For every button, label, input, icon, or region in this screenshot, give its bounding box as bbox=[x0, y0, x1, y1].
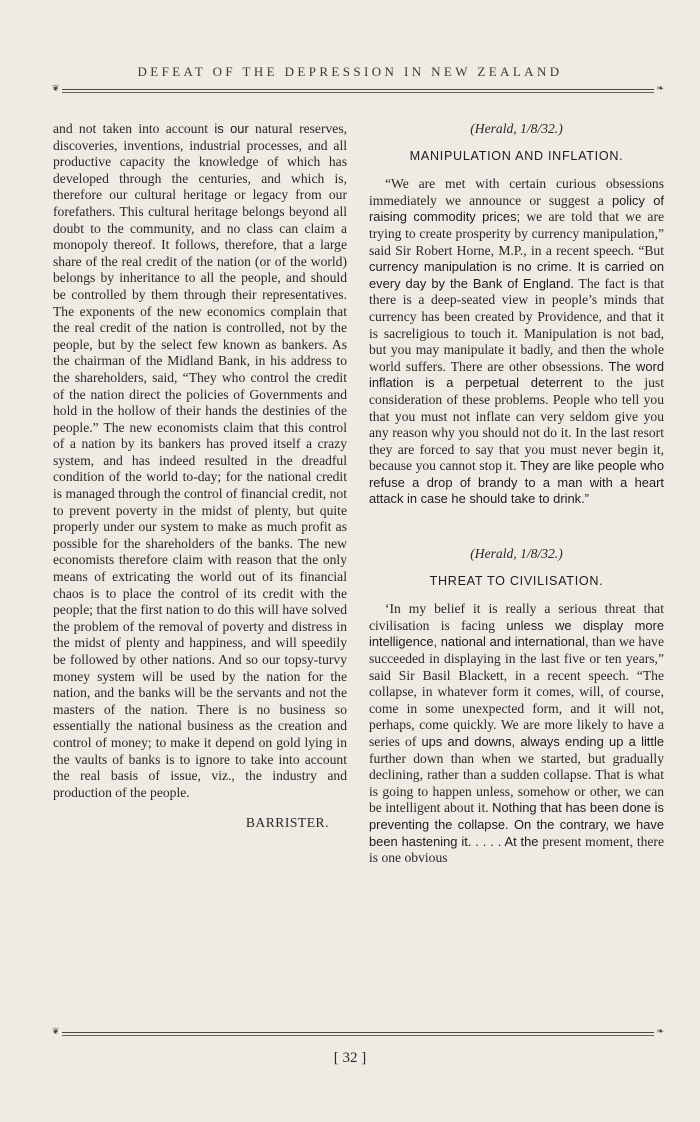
text-run: further down than when we started, but gradually declining, rather than a sudden collapse. That is what is going to happen unless, somehow or other, we can be intelligent about it. bbox=[369, 750, 664, 816]
text-run: “We are met with certain curious obsessions immediately we announce or suggest a bbox=[369, 176, 664, 208]
text-run: present moment, there is one obvious bbox=[369, 833, 664, 866]
bold-text-run: They are like people who refuse a drop of brandy to a man with a heart attack in case he should take to drink.” bbox=[369, 458, 664, 507]
running-head: DEFEAT OF THE DEPRESSION IN NEW ZEALAND bbox=[137, 64, 563, 79]
citation: (Herald, 1/8/32.) bbox=[470, 546, 563, 562]
citation: (Herald, 1/8/32.) bbox=[470, 121, 563, 136]
article-paragraph bbox=[369, 176, 664, 508]
text-run: we are told that we are trying to create prosperity by currency manipulation,” said Sir Robert Horne, M.P., in a recent speech. “But bbox=[369, 209, 664, 258]
text-run: to the just consideration of these problems. People who tell you that you must not inflate can very seldom give you any reason why you should not do it. In the last resort they are forced to say that you must never begin it, because you cannot stop it. bbox=[369, 375, 664, 474]
page-number: [ 32 ] bbox=[333, 1050, 367, 1066]
text-run: The fact is that there is a deep-seated view in people’s minds that currency has been created by Providence, and that it is sacreligious to touch it. Manipulation is not bad, but you may manipulate it badly, and then the whole world suffers. There are other obsessions. bbox=[369, 275, 664, 374]
left-paragraph bbox=[53, 121, 347, 801]
article-heading: THREAT TO CIVILISATION. bbox=[429, 573, 604, 588]
bold-text-run: policy of raising commodity prices; bbox=[369, 192, 664, 225]
right-column bbox=[369, 121, 664, 867]
bold-text-run: unless we display more intelligence, national and international, bbox=[369, 617, 664, 650]
text-run: than we have succeeded in displaying in the last five or ten years,” said Sir Basil Blackett, in a recent speech. “The collapse, in whatever form it comes, will, of course, come in some unexpected form, and it will not, perhaps, come quickly. We are more likely to have a series of bbox=[369, 634, 664, 749]
left-column bbox=[53, 121, 347, 832]
article-heading: MANIPULATION AND INFLATION. bbox=[409, 148, 624, 163]
rule-ornament-left-icon: ❦ bbox=[52, 84, 60, 94]
text-run: ‘In my belief it is really a serious threat that civilisation is facing bbox=[369, 601, 664, 633]
signature: BARRISTER. bbox=[245, 815, 329, 831]
rule-ornament-right-icon: ❧ bbox=[656, 84, 664, 94]
rule-ornament-right-icon: ❧ bbox=[656, 1027, 664, 1037]
text-run: and not taken into account bbox=[53, 121, 215, 136]
bold-text-run: The word inflation is a perpetual deterrent bbox=[369, 358, 664, 391]
bold-text-run: currency manipulation is no crime. It is carried on every day by the Bank of England. bbox=[369, 259, 664, 291]
bold-text-run: Nothing that has been done is preventing the collapse. On the contrary, we have been hastening it. . . . . At the bbox=[369, 800, 664, 849]
top-rule bbox=[52, 84, 664, 95]
article-paragraph bbox=[369, 601, 664, 867]
text-run: natural reserves, discoveries, inventions, industrial processes, and all productive capacity the knowledge of which has developed through the centuries, and which is, therefore our cultural heritage or legacy from our forefathers. This cultural heritage belongs beyond all doubt to the community, and no class can claim a monopoly thereof. It follows, therefore, that a large share of the real credit of the nation (or of the world) belongs by inheritance to all the people, and should be controlled by them through their representatives. The exponents of the new economics complain that the real credit of the nation is controlled, not by the people, but by the select few known as bankers. As the chairman of the Midland Bank, in his address to the shareholders, said, “They who control the credit of the nation direct the policies of Governments and hold in the hollow of their hands the destinies of the people.” The new economists claim that this control of a nation by its bankers has proved itself a crazy system, and has indeed resulted in the dreadful condition of the world to-day; for the national credit is managed through the control of financial credit, not to prevent poverty in the midst of plenty, but quite properly under our system to make as much profit as possible for the shareholders of the banks. The new economists therefore claim with reason that the only means of extricating the world out of its financial chaos is to place the control of its credit with the people; that the first nation to do this will have solved the problem of the removal of poverty and distress in the midst of plenty and happiness, and will speedily be followed by other nations. And so our topsy-turvy money system will be used by the nation for the nation, and the banks will be the servants and not the masters of the nation. There is no business so essentially the national business as the creation and control of money; to make it depend on gold lying in the vaults of banks is to ignore to take into account the real basis of issue, viz., the industry and production of the people. bbox=[53, 121, 348, 800]
bold-text-run: is our bbox=[214, 121, 249, 136]
rule-ornament-left-icon: ❦ bbox=[52, 1027, 60, 1037]
bottom-rule bbox=[52, 1027, 664, 1038]
bold-text-run: ups and downs, always ending up a little bbox=[421, 734, 665, 749]
